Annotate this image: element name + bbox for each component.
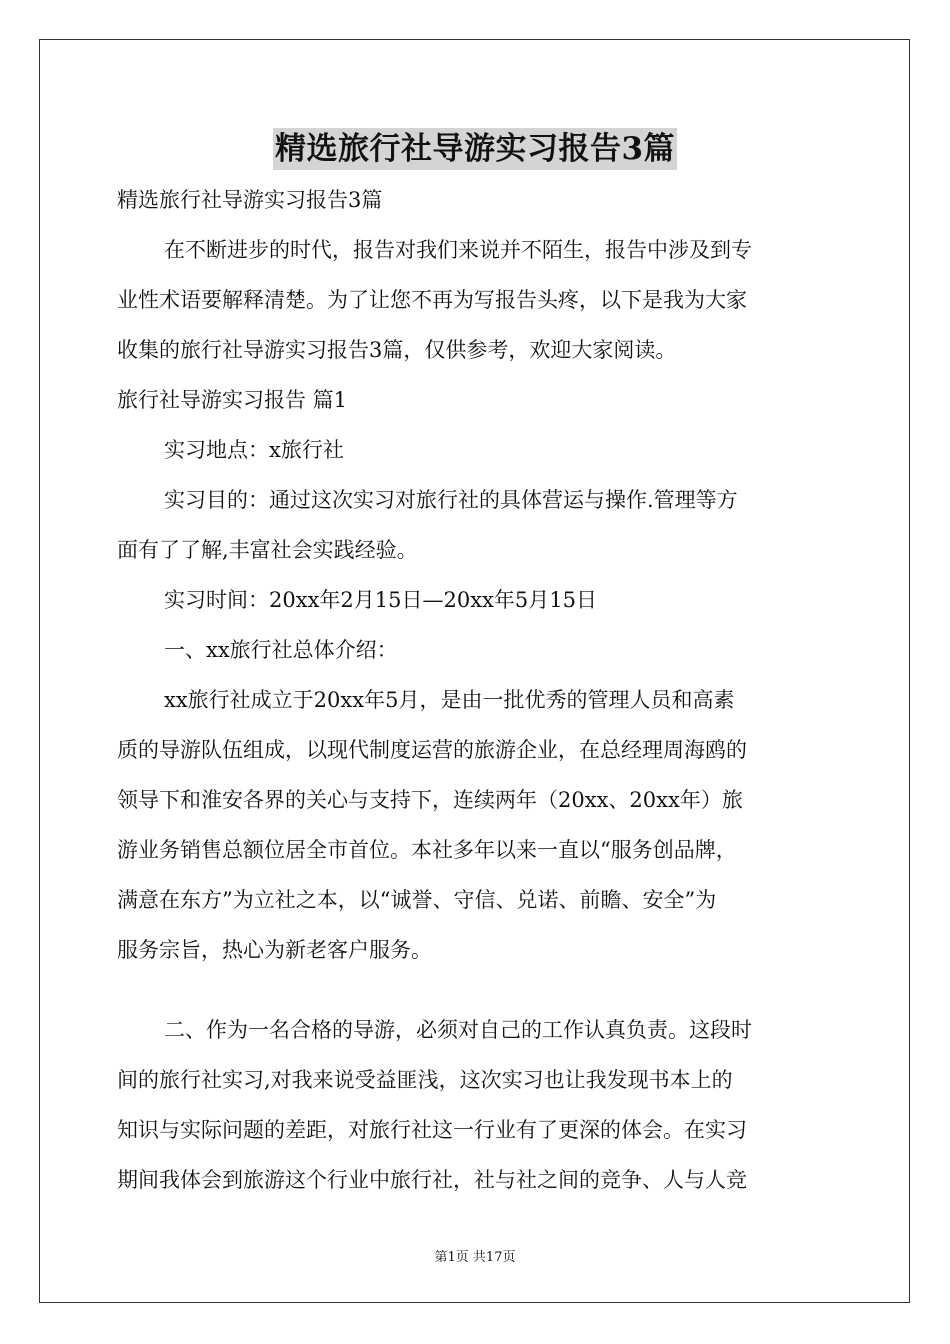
paragraph-line: 期间我体会到旅游这个行业中旅行社，社与社之间的竞争、人与人竞 [117, 1168, 747, 1192]
paragraph-line: 业性术语要解释清楚。为了让您不再为写报告头疼，以下是我为大家 [117, 288, 747, 312]
paragraph-line: 实习时间：20xx年2月15日—20xx年5月15日 [164, 588, 597, 612]
paragraph-line: 实习地点：x旅行社 [164, 438, 344, 462]
paragraph-line: 面有了了解,丰富社会实践经验。 [117, 538, 418, 562]
title-wrap [0, 128, 950, 170]
paragraph-line: 质的导游队伍组成，以现代制度运营的旅游企业，在总经理周海鸥的 [117, 738, 747, 762]
page-number: 第1页 共17页 [434, 1250, 516, 1265]
page-border [39, 39, 910, 1303]
paragraph-line: 二、作为一名合格的导游，必须对自己的工作认真负责。这段时 [164, 1018, 752, 1042]
paragraph-line: 间的旅行社实习,对我来说受益匪浅，这次实习也让我发现书本上的 [117, 1068, 733, 1092]
paragraph-line: 实习目的：通过这次实习对旅行社的具体营运与操作.管理等方 [164, 488, 738, 512]
paragraph-line: 在不断进步的时代，报告对我们来说并不陌生，报告中涉及到专 [164, 238, 752, 262]
paragraph-line: 一、xx旅行社总体介绍： [164, 638, 398, 662]
paragraph-line: xx旅行社成立于20xx年5月，是由一批优秀的管理人员和高素 [164, 688, 735, 712]
paragraph-line: 满意在东方”为立社之本，以“诚誉、守信、兑诺、前瞻、安全”为 [117, 888, 717, 912]
paragraph-line: 服务宗旨，热心为新老客户服务。 [117, 938, 432, 962]
paragraph-line: 收集的旅行社导游实习报告3篇，仅供参考，欢迎大家阅读。 [117, 338, 677, 362]
subtitle-line: 精选旅行社导游实习报告3篇 [117, 188, 383, 212]
document-title: 精选旅行社导游实习报告3篇 [273, 128, 677, 170]
paragraph-line: 领导下和淮安各界的关心与支持下，连续两年（20xx、20xx年）旅 [117, 788, 743, 812]
paragraph-line: 游业务销售总额位居全市首位。本社多年以来一直以“服务创品牌， [117, 838, 737, 862]
section-heading: 旅行社导游实习报告 篇1 [117, 388, 348, 412]
paragraph-line: 知识与实际问题的差距，对旅行社这一行业有了更深的体会。在实习 [117, 1118, 747, 1142]
